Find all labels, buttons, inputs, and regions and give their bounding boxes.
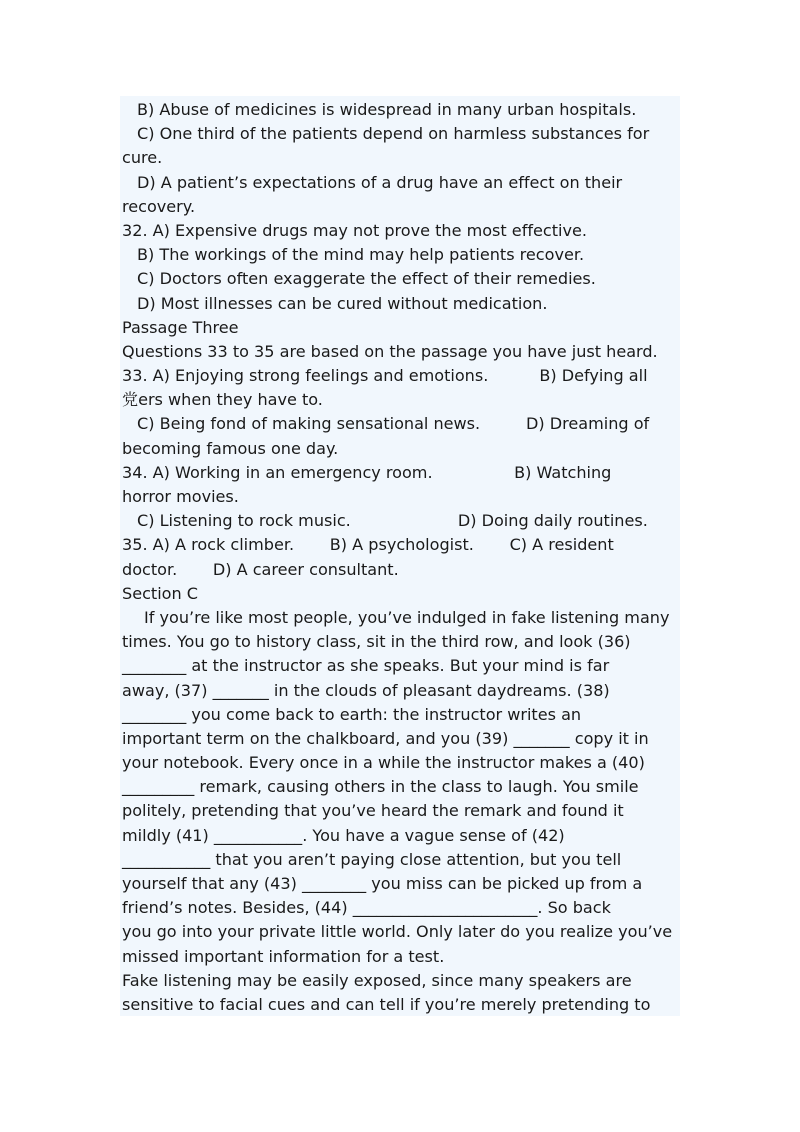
text-line: important term on the chalkboard, and you (39) _______ copy it in (122, 728, 649, 748)
text-line: cure. (122, 148, 163, 168)
text-line: ________ at the instructor as she speaks. But your mind is far (122, 656, 610, 676)
text-line: becoming famous one day. (122, 438, 339, 458)
text-line: C) One third of the patients depend on harmless substances for (137, 124, 650, 144)
text-line: 34. A) Working in an emergency room. B) Watching (122, 462, 612, 482)
text-line: away, (37) _______ in the clouds of pleasant daydreams. (38) (122, 680, 610, 700)
text-line: missed important information for a test. (122, 946, 445, 966)
text-line: mildly (41) ___________. You have a vague sense of (42) (122, 825, 565, 845)
text-line: Questions 33 to 35 are based on the passage you have just heard. (122, 341, 658, 361)
text-line: C) Listening to rock music. D) Doing daily routines. (137, 511, 648, 531)
text-line: horror movies. (122, 487, 239, 506)
text-line: doctor. D) A career consultant. (122, 559, 399, 579)
text-line: Fake listening may be easily exposed, since many speakers are (122, 970, 632, 990)
text-line: ________ you come back to earth: the instructor writes an (122, 704, 582, 724)
text-line: 32. A) Expensive drugs may not prove the most effective. (122, 220, 587, 240)
text-line: D) Most illnesses can be cured without medication. (137, 293, 548, 313)
text-line: ___________ that you aren’t paying close attention, but you tell (122, 849, 622, 869)
text-line: your notebook. Every once in a while the instructor makes a (40) (122, 753, 645, 773)
text-line: friend’s notes. Besides, (44) _______________________. So back (122, 898, 611, 918)
text-line: yourself that any (43) ________ you miss can be picked up from a (122, 874, 643, 893)
text-line: you go into your private little world. Only later do you realize you’ve (122, 922, 673, 942)
text-line: 党ers when they have to. (122, 390, 323, 410)
text-line: B) The workings of the mind may help patients recover. (137, 245, 585, 265)
text-line: recovery. (122, 196, 196, 216)
text-line: If you’re like most people, you’ve indulged in fake listening many (144, 607, 670, 627)
text-line: politely, pretending that you’ve heard the remark and found it (122, 801, 624, 821)
text-line: Passage Three (122, 317, 239, 337)
text-line: sensitive to facial cues and can tell if you’re merely pretending to (122, 994, 651, 1014)
text-line: C) Being fond of making sensational news. D) Dreaming of (137, 414, 650, 434)
text-line: C) Doctors often exaggerate the effect of their remedies. (137, 269, 596, 289)
text-line: Section C (122, 583, 198, 603)
document-page (120, 96, 680, 1016)
text-line: D) A patient’s expectations of a drug have an effect on their (137, 172, 623, 192)
document-text (122, 98, 680, 1016)
text-line: _________ remark, causing others in the class to laugh. You smile (122, 777, 639, 797)
text-line: 35. A) A rock climber. B) A psychologist. C) A resident (122, 535, 614, 555)
text-line: 33. A) Enjoying strong feelings and emotions. B) Defying all (122, 366, 648, 386)
text-line: B) Abuse of medicines is widespread in many urban hospitals. (137, 100, 637, 119)
text-line: times. You go to history class, sit in the third row, and look (36) (122, 632, 631, 652)
